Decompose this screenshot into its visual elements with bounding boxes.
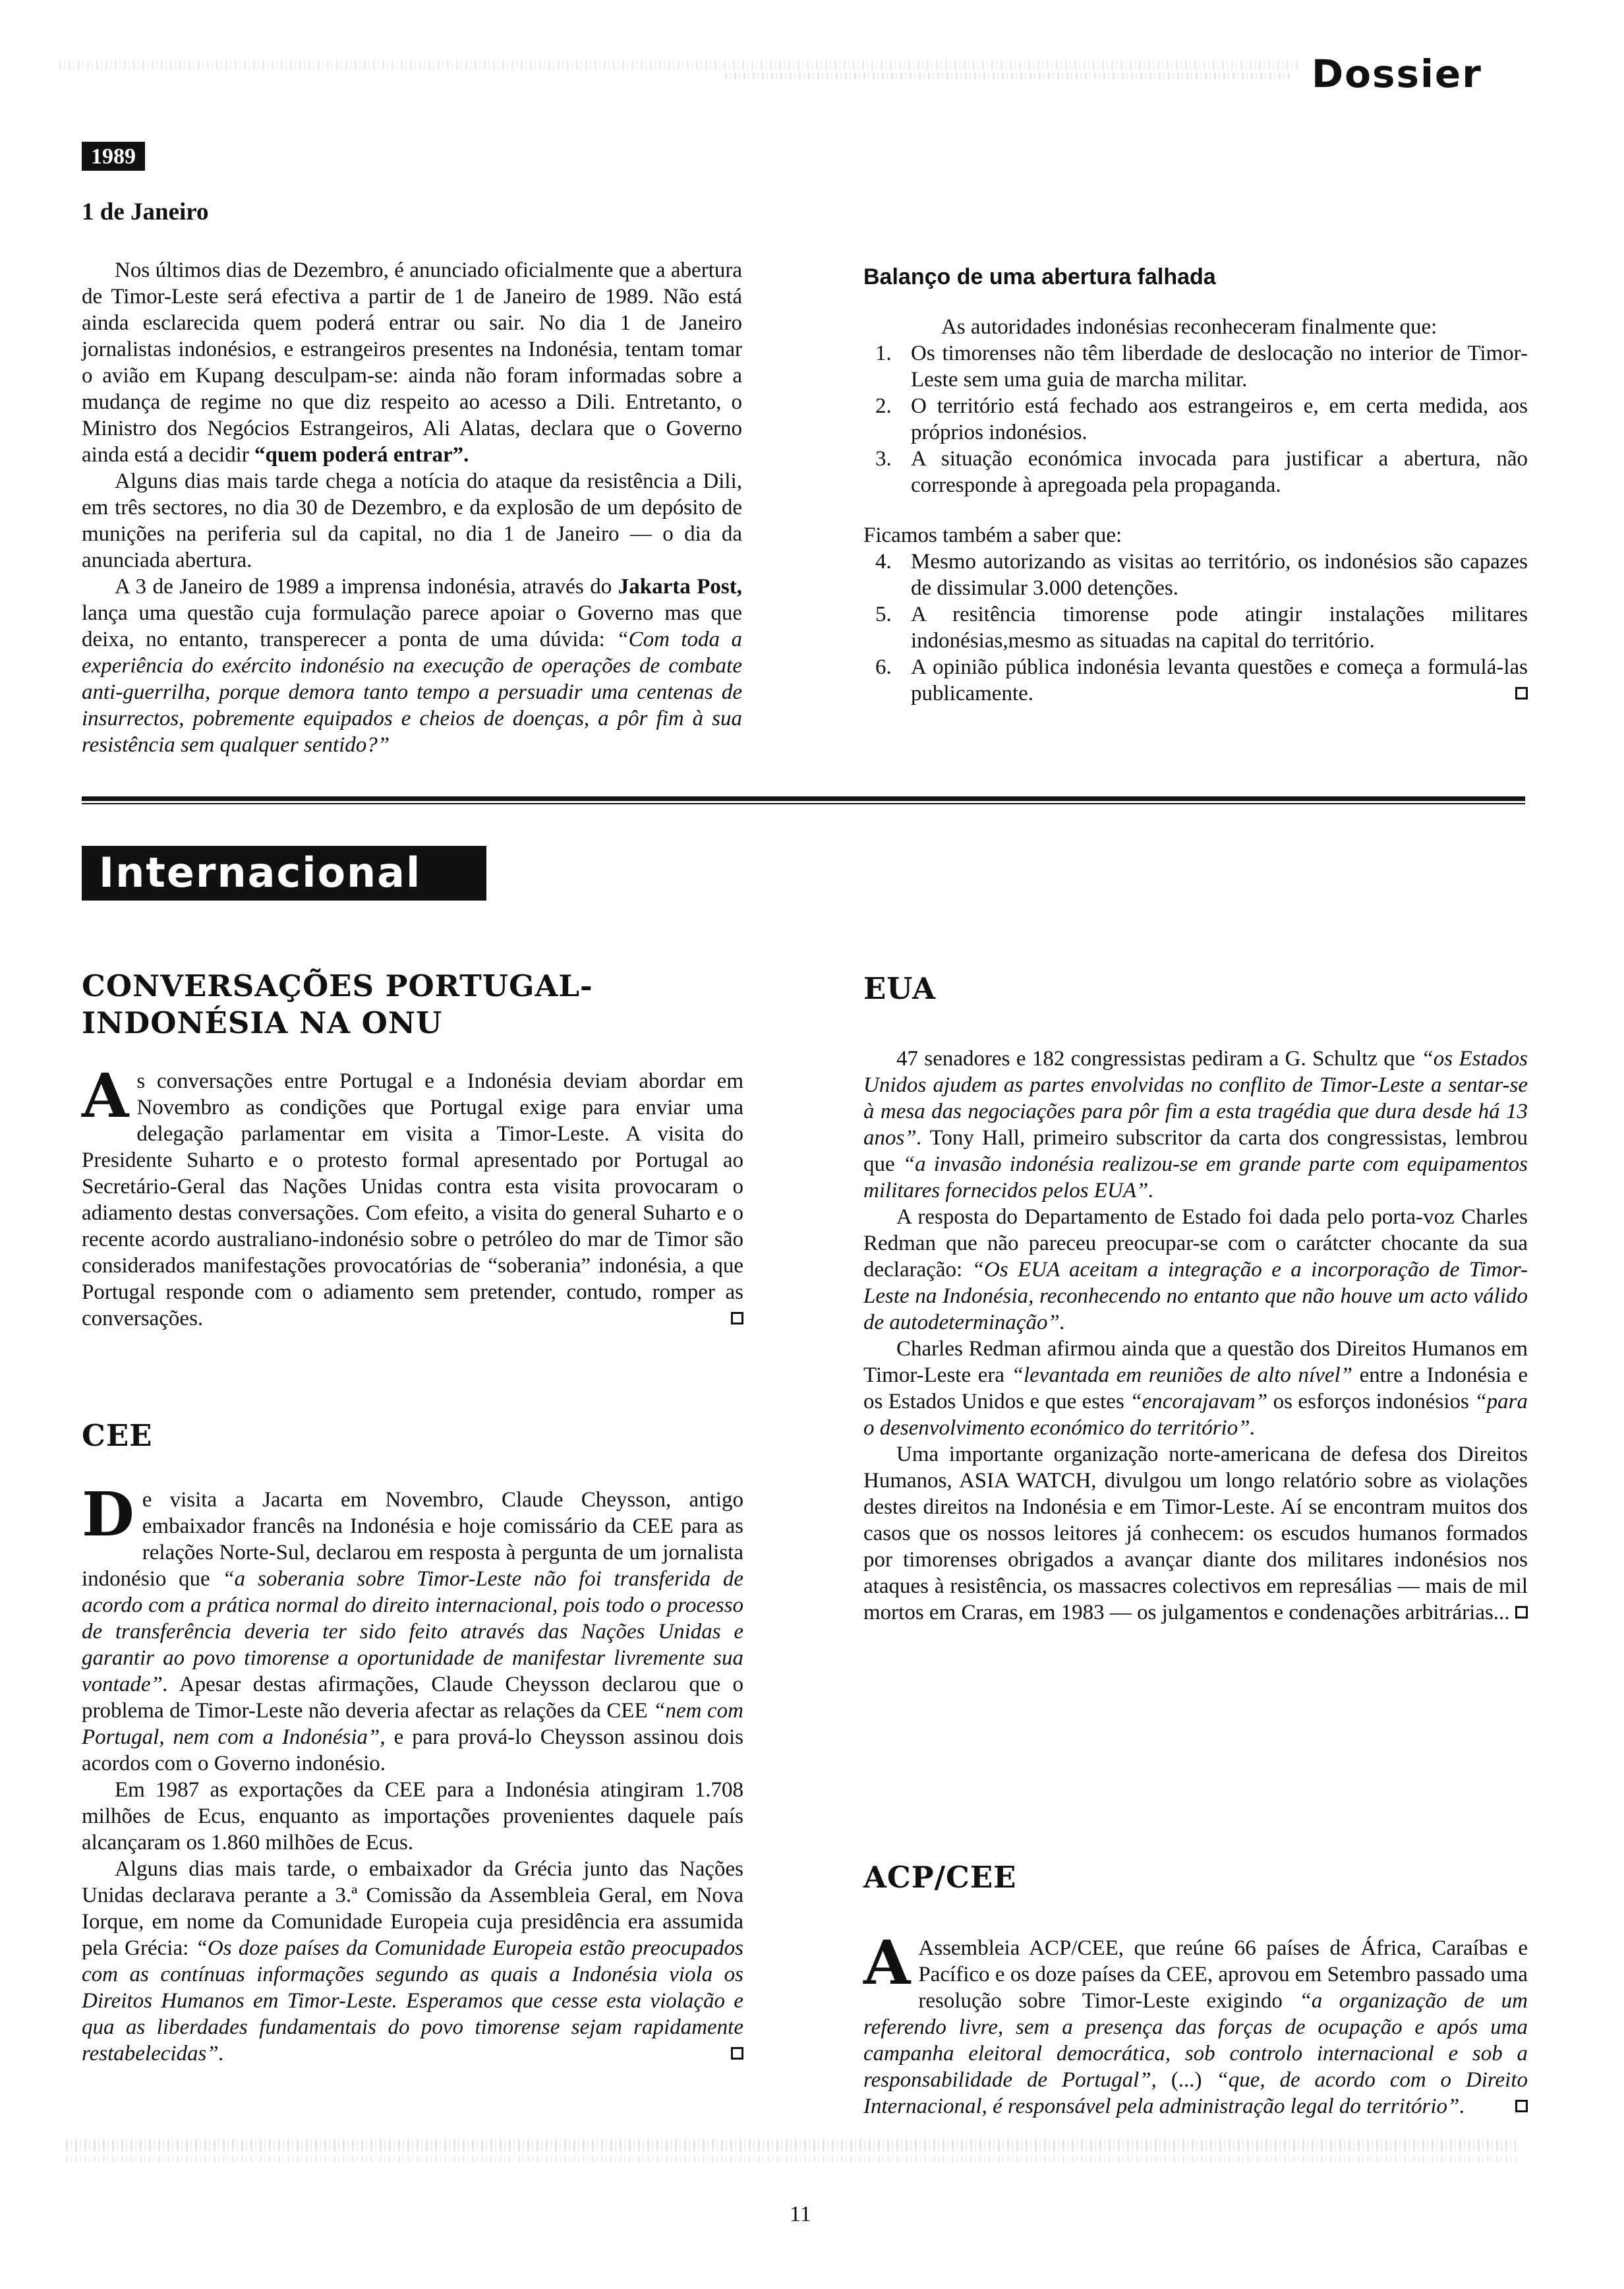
end-of-article-icon bbox=[731, 1312, 743, 1324]
scan-noise-top-2 bbox=[725, 73, 1292, 79]
chronology-left-column bbox=[82, 257, 742, 758]
paragraph: A resposta do Departamento de Estado foi dada pelo porta-voz Charles Redman que não pareceu preocupar-se com o carátcter chocante da sua declaração: “Os EUA aceitam a integração e a incorporação de Timor-Leste na Indonésia, reconhecendo no entanto que não houve um acto válido de autodeterminação”. bbox=[863, 1205, 1528, 1334]
also-intro: Ficamos também a saber que: bbox=[863, 523, 1122, 547]
article-body-eua bbox=[863, 1046, 1528, 1626]
scan-noise-bottom-2 bbox=[66, 2156, 1516, 2162]
end-of-article-icon bbox=[1515, 2100, 1528, 2112]
list-item: 1. Os timorenses não têm liberdade de deslocação no interior de Timor-Leste sem uma guia de marcha militar. bbox=[875, 342, 1528, 392]
paragraph: A Assembleia ACP/CEE, que reúne 66 países de África, Caraíbas e Pacífico e os doze países da CEE, aprovou em Setembro passado uma resolução sobre Timor-Leste exigindo “a organização de um referendo livre, sem a presença das forças de ocupação e após uma campanha eleitoral democrática, sob controlo internacional e sob a responsabilidade de Portugal”, (...) “que, de acordo com o Direito Internacional, é responsável pela administração legal do território”. bbox=[863, 1927, 1528, 2118]
paragraph: Nos últimos dias de Dezembro, é anunciado oficialmente que a abertura de Timor-Leste será efectiva a partir de 1 de Janeiro de 1989. Não está ainda esclarecida quem poderá entrar ou sair. No dia 1 de Janeiro jornalistas indonésios, e estrangeiros presentes na Indonésia, tentam tomar o avião em Kupang desculpam-se: ainda não foram informadas sobre a mudança de regime no que diz respeito ao acesso a Dili. Entretanto, o Ministro dos Negócios Estrangeiros, Ali Alatas, declara que o Governo ainda está a decidir “quem poderá entrar”. bbox=[82, 258, 742, 467]
list-item: 5. A resitência timorense pode atingir instalações militares indonésias,mesmo as situadas na capital do território. bbox=[875, 603, 1528, 653]
also-list bbox=[863, 549, 1528, 707]
paragraph: Charles Redman afirmou ainda que a questão dos Direitos Humanos em Timor-Leste era “levantada em reuniões de alto nível” entre a Indonésia e os Estados Unidos e que estes “encorajavam” os esforços indonésios “para o desenvolvimento económico do território”. bbox=[863, 1337, 1528, 1440]
page-number: 11 bbox=[790, 2202, 811, 2226]
article-title-eua: EUA bbox=[863, 971, 937, 1006]
balance-intro: As autoridades indonésias reconheceram finalmente que: bbox=[941, 315, 1437, 339]
section-divider bbox=[82, 796, 1525, 801]
list-item: 4. Mesmo autorizando as visitas ao território, os indonésios são capazes de dissimular 3.000 detenções. bbox=[875, 550, 1528, 600]
section-banner-label: Internacional bbox=[99, 848, 422, 897]
paragraph: Alguns dias mais tarde, o embaixador da Grécia junto das Nações Unidas declarava perante a 3.ª Comissão da Assembleia Geral, em Nova Iorque, em nome da Comunidade Europeia cuja presidência era assumida pela Grécia: “Os doze países da Comunidade Europeia estão preocupados com as contínuas informações segundo as quais a Indonésia viola os Direitos Humanos em Timor-Leste. Esperamos que cesse esta violação e qua as liberdades fundamentais do povo timorense sejam rapidamente restabelecidas”. bbox=[82, 1857, 744, 2066]
paragraph: Em 1987 as exportações da CEE para a Indonésia atingiram 1.708 milhões de Ecus, enquanto as importações provenientes daquele país alcançaram os 1.860 milhões de Ecus. bbox=[82, 1778, 743, 1855]
article-title-cee: CEE bbox=[82, 1418, 153, 1453]
end-of-article-icon bbox=[1515, 687, 1528, 699]
section-banner bbox=[82, 846, 486, 901]
article-body-acp bbox=[863, 1927, 1528, 2120]
section-label: Dossier bbox=[1312, 51, 1482, 96]
article-title-onu: CONVERSAÇÕES PORTUGAL-INDONÉSIA NA ONU bbox=[82, 968, 593, 1040]
scan-noise-bottom bbox=[66, 2139, 1516, 2151]
list-item: 6. A opinião pública indonésia levanta questões e começa a formulá-las publicamente. bbox=[875, 655, 1528, 705]
paragraph: Uma importante organização norte-americana de defesa dos Direitos Humanos, ASIA WATCH, divulgou um longo relatório sobre as violações destes direitos na Indonésia e em Timor-Leste. Aí se encontram muitos dos casos que os nossos leitores já conhecem: os escudos humanos formados por timorenses obrigados a avançar diante dos militares indonésios nos ataques à resistência, os massacres colectivos em represálias — mais de mil mortos em Craras, em 1983 — os julgamentos e condenações arbitrárias... bbox=[863, 1442, 1528, 1624]
paragraph: 47 senadores e 182 congressistas pediram a G. Schultz que “os Estados Unidos ajudem as partes envolvidas no conflito de Timor-Leste a sentar-se à mesa das negociações para pôr fim a esta tragédia que dura desde há 13 anos”. Tony Hall, primeiro subscritor da carta dos congressistas, lembrou que “a invasão indonésia realizou-se em grande parte com equipamentos militares fornecidos pelos EUA”. bbox=[863, 1047, 1528, 1203]
paragraph: A 3 de Janeiro de 1989 a imprensa indonésia, através do Jakarta Post, lança uma questão cuja formulação parece apoiar o Governo mas que deixa, no entanto, transperecer a ponta de uma dúvida: “Com toda a experiência do exército indonésio na execução de operações de combate anti-guerrilha, porque demora tanto tempo a persuadir uma centenas de insurrectos, pobremente equipados e cheios de doenças, a pôr fim à sua resistência sem qualquer sentido?” bbox=[82, 575, 743, 757]
balance-list bbox=[863, 340, 1528, 498]
year-badge: 1989 bbox=[82, 142, 145, 171]
section-divider-thin bbox=[82, 803, 1525, 804]
list-item: 2. O território está fechado aos estrangeiros e, em certa medida, aos próprios indonésios. bbox=[875, 394, 1528, 444]
end-of-article-icon bbox=[731, 2047, 743, 2060]
article-body-cee bbox=[82, 1479, 744, 2067]
end-of-article-icon bbox=[1515, 1606, 1528, 1619]
article-body-onu bbox=[82, 1060, 743, 1332]
drop-cap: A bbox=[863, 1927, 911, 1998]
paragraph: Alguns dias mais tarde chega a notícia do ataque da resistência a Dili, em três sectores, no dia 30 de Dezembro, e da explosão de um depósito de munições na periferia sul da capital, no dia 1 de Janeiro — o dia da anunciada abertura. bbox=[82, 469, 742, 572]
chronology-right-column bbox=[863, 264, 1528, 707]
drop-cap: D bbox=[82, 1479, 134, 1550]
article-title-acp: ACP/CEE bbox=[863, 1860, 1017, 1895]
paragraph: As conversações entre Portugal e a Indonésia deviam abordar em Novembro as condições que Portugal exige para enviar uma delegação parlamentar em visita a Timor-Leste. A visita do Presidente Suharto e o protesto formal apresentado por Portugal ao Secretário-Geral das Nações Unidas contra esta visita provocaram o adiamento destas conversações. Com efeito, a visita do general Suharto e o recente acordo australiano-indonésio sobre o petróleo do mar de Timor são considerados manifestações provocatórias de “soberania” indonésia, a que Portugal responde com o adiamento sem pretender, contudo, romper as conversações. bbox=[82, 1060, 743, 1330]
balance-heading: Balanço de uma abertura falhada bbox=[863, 264, 1216, 289]
paragraph: De visita a Jacarta em Novembro, Claude Cheysson, antigo embaixador francês na Indonésia e hoje comissário da CEE para as relações Norte-Sul, declarou em resposta à pergunta de um jornalista indonésio que “a soberania sobre Timor-Leste não foi transferida de acordo com a prática normal do direito internacional, pois todo o processo de transferência deveria ter sido feito através das Nações Unidas e garantir ao povo timorense a oportunidade de manifestar livremente sua vontade”. Apesar destas afirmações, Claude Cheysson declarou que o problema de Timor-Leste não deveria afectar as relações da CEE “nem com Portugal, nem com a Indonésia”, e para prová-lo Cheysson assinou dois acordos com o Governo indonésio. bbox=[82, 1479, 744, 1775]
list-item: 3. A situação económica invocada para justificar a abertura, não corresponde à apregoada pela propaganda. bbox=[875, 447, 1528, 497]
scan-noise-top bbox=[59, 61, 1298, 70]
date-heading: 1 de Janeiro bbox=[82, 198, 209, 225]
drop-cap: A bbox=[82, 1060, 129, 1131]
